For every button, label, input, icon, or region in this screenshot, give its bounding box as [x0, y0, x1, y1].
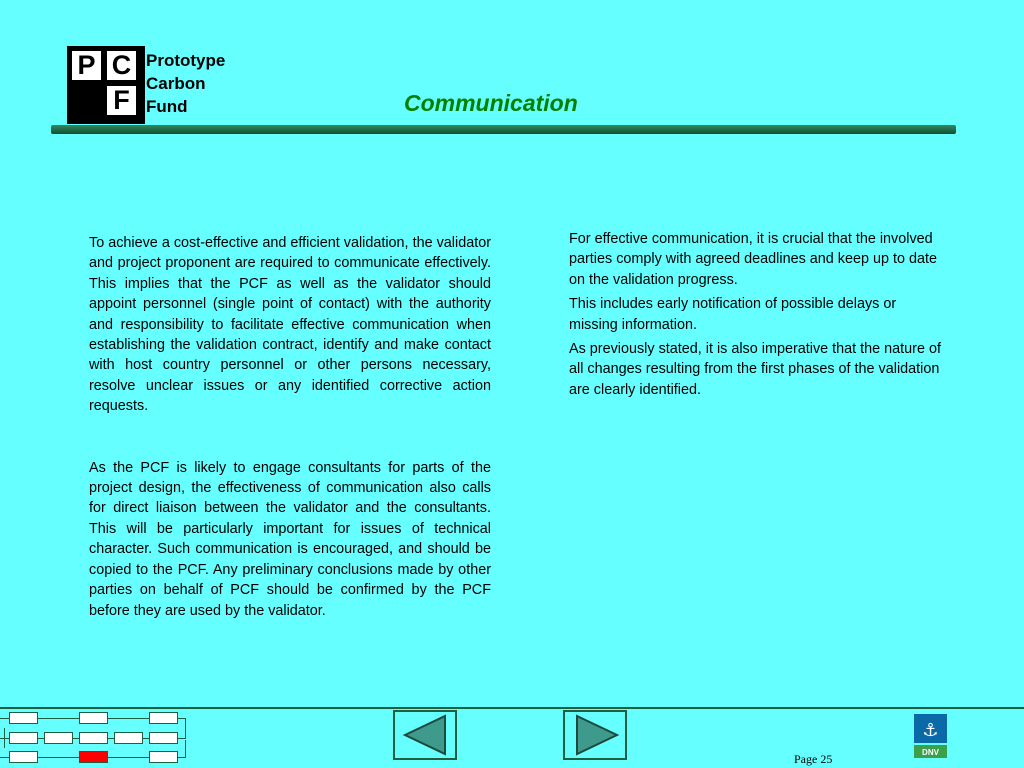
- dnv-logo-text: DNV: [922, 748, 939, 757]
- nav-section-button[interactable]: [149, 732, 178, 744]
- logo-text: [146, 49, 225, 118]
- nav-section-button[interactable]: [149, 751, 178, 763]
- title-divider: [51, 125, 956, 134]
- left-column: [89, 233, 491, 662]
- next-slide-button[interactable]: [563, 710, 627, 760]
- logo-letter-p: P: [72, 51, 101, 80]
- nav-section-button[interactable]: [79, 712, 108, 724]
- svg-text:⚓: ⚓: [922, 720, 939, 741]
- logo-text-line: Prototype: [146, 51, 226, 70]
- nav-section-button[interactable]: [9, 712, 38, 724]
- nav-connector: [185, 740, 186, 758]
- pcf-logo: [67, 46, 145, 124]
- left-paragraph-2: As the PCF is likely to engage consultants for parts of the project design, the effectiveness of communication also calls for direct liaison between the validator and the consultants. This will be particularly important for issues of technical character. Such communication is encouraged, and should be copied to the PCF. Any preliminary conclusions made by other parties on behalf of PCF should be confirmed by the PCF before they are used by the validator.: [89, 459, 491, 619]
- logo-text-line: Fund: [146, 97, 188, 116]
- page-title: Communication: [404, 90, 578, 116]
- logo-letter-c: C: [107, 51, 136, 80]
- logo-text-line: Carbon: [146, 74, 206, 93]
- nav-section-button[interactable]: [114, 732, 143, 744]
- right-paragraph-1: For effective communication, it is crucial that the involved parties comply with agreed deadlines and keep up to date on the validation progress.: [569, 231, 938, 288]
- previous-slide-button[interactable]: [393, 710, 457, 760]
- triangle-right-icon: [565, 712, 625, 758]
- triangle-left-icon: [395, 712, 455, 758]
- right-paragraph-3: As previously stated, it is also imperative that the nature of all changes resulting from the first phases of the validation are clearly identified.: [569, 341, 941, 398]
- dnv-logo: [914, 714, 947, 758]
- nav-section-button[interactable]: [9, 751, 38, 763]
- left-paragraph-1: To achieve a cost-effective and efficient validation, the validator and project proponent are required to communicate effectively. This implies that the PCF as well as the validator should appoint personnel (single point of contact) with the authority and responsibility to facilitate effective communication when establishing the validation contract, identify and make contact with host country personnel or other persons necessary, resolve unclear issues or any identified corrective action requests.: [89, 235, 491, 415]
- nav-section-button[interactable]: [44, 732, 73, 744]
- right-column: [569, 229, 941, 404]
- footer-divider: [0, 707, 1024, 709]
- page-number: Page 25: [794, 752, 833, 766]
- nav-section-button[interactable]: [149, 712, 178, 724]
- nav-section-button[interactable]: [9, 732, 38, 744]
- nav-section-button[interactable]: [79, 732, 108, 744]
- right-paragraph-2: This includes early notification of possible delays or missing information.: [569, 296, 897, 333]
- logo-letter-f: F: [107, 86, 136, 115]
- nav-section-button-current[interactable]: [79, 751, 108, 763]
- nav-connector: [4, 728, 5, 748]
- nav-connector: [185, 718, 186, 738]
